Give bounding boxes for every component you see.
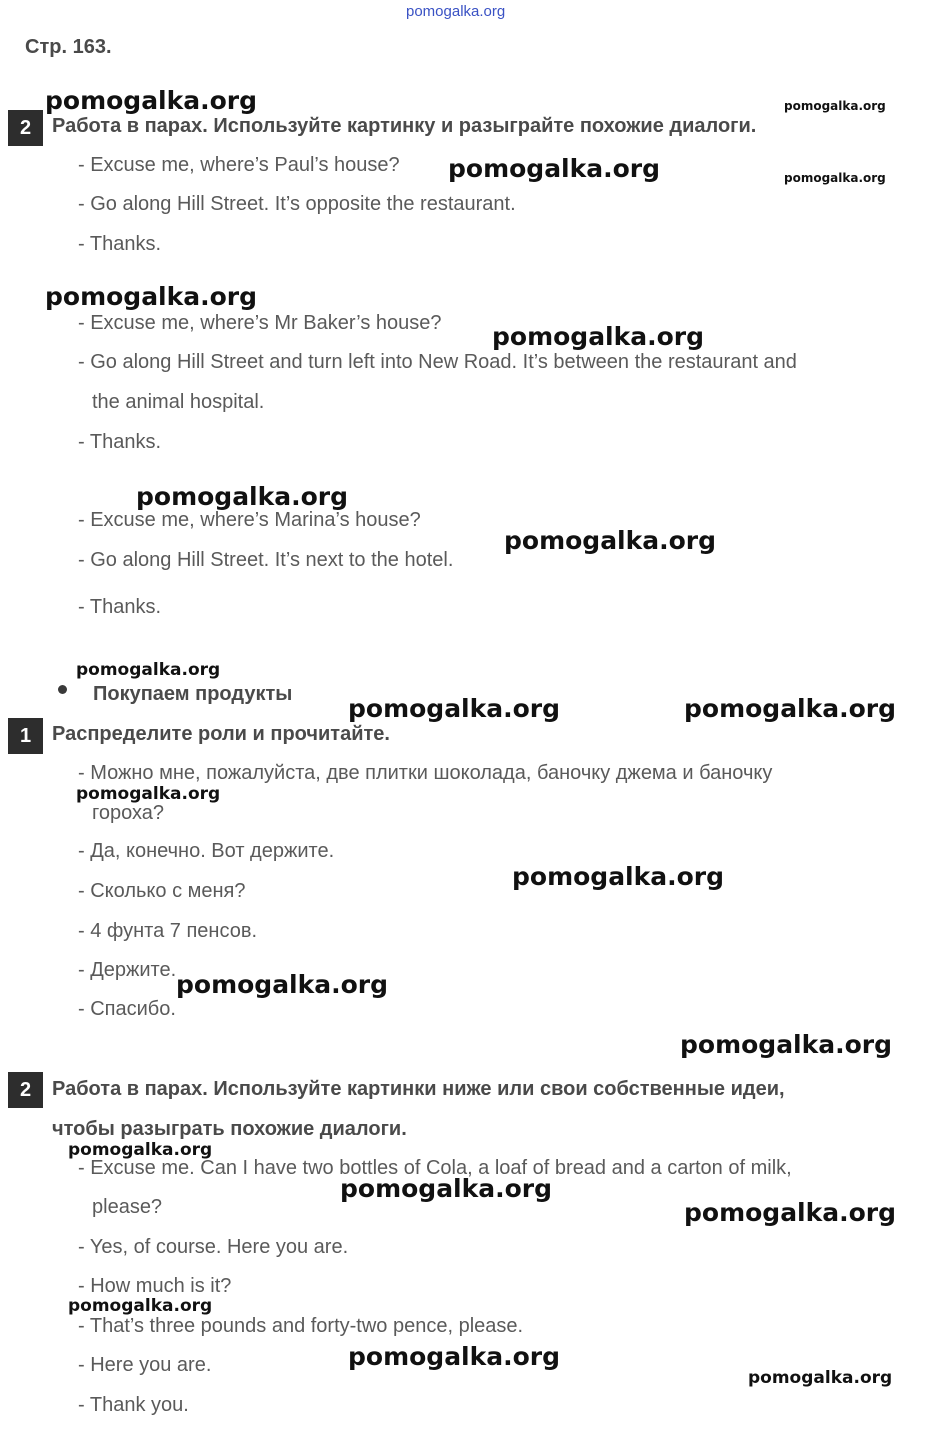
watermark: pomogalka.org — [76, 784, 221, 804]
dialogue-line: - Thank you. — [78, 1394, 189, 1416]
dialogue-line: please? — [92, 1196, 163, 1218]
task-title: Распределите роли и прочитайте. — [52, 723, 390, 745]
watermark: pomogalka.org — [68, 1296, 213, 1316]
watermark: pomogalka.org — [136, 482, 349, 511]
watermark: pomogalka.org — [68, 1140, 213, 1160]
watermark: pomogalka.org — [176, 970, 389, 999]
dialogue-line: - How much is it? — [78, 1275, 232, 1297]
dialogue-line: - 4 фунта 7 пенсов. — [78, 920, 257, 942]
task-title: Работа в парах. Используйте картинку и разыграйте похожие диалоги. — [52, 115, 757, 137]
dialogue-line: - Можно мне, пожалуйста, две плитки шоколада, баночку джема и баночку — [78, 762, 773, 784]
page-number: Стр. 163. — [25, 36, 112, 58]
dialogue-line: - Here you are. — [78, 1354, 212, 1376]
dialogue-line: - Yes, of course. Here you are. — [78, 1236, 349, 1258]
task-title: Работа в парах. Используйте картинки ниже или свои собственные идеи, — [52, 1078, 785, 1100]
watermark: pomogalka.org — [784, 99, 886, 113]
watermark: pomogalka.org — [680, 1030, 893, 1059]
bullet-icon — [58, 685, 67, 694]
topic-heading: Покупаем продукты — [93, 683, 293, 705]
watermark: pomogalka.org — [348, 694, 561, 723]
watermark: pomogalka.org — [784, 171, 886, 185]
watermark: pomogalka.org — [448, 154, 661, 183]
dialogue-line: - Go along Hill Street. It’s next to the hotel. — [78, 549, 454, 571]
dialogue-line: - Держите. — [78, 959, 177, 981]
dialogue-line: гороха? — [92, 802, 165, 824]
dialogue-line: - Сколько с меня? — [78, 880, 246, 902]
watermark: pomogalka.org — [340, 1174, 553, 1203]
task-title-continued: чтобы разыграть похожие диалоги. — [52, 1118, 407, 1140]
task-number-badge: 2 — [8, 1072, 43, 1108]
watermark: pomogalka.org — [348, 1342, 561, 1371]
watermark: pomogalka.org — [76, 660, 221, 680]
watermark-top: pomogalka.org — [406, 3, 506, 20]
dialogue-line: - Thanks. — [78, 596, 161, 618]
dialogue-line: - Thanks. — [78, 431, 161, 453]
watermark: pomogalka.org — [684, 694, 897, 723]
watermark: pomogalka.org — [492, 322, 705, 351]
dialogue-line: - Go along Hill Street. It’s opposite the restaurant. — [78, 193, 516, 215]
dialogue-line: the animal hospital. — [92, 391, 265, 413]
dialogue-line: - Да, конечно. Вот держите. — [78, 840, 335, 862]
watermark: pomogalka.org — [504, 526, 717, 555]
dialogue-line: - Спасибо. — [78, 998, 176, 1020]
watermark: pomogalka.org — [684, 1198, 897, 1227]
watermark: pomogalka.org — [45, 86, 258, 115]
dialogue-line: - Thanks. — [78, 233, 161, 255]
dialogue-line: - Excuse me, where’s Mr Baker’s house? — [78, 312, 442, 334]
dialogue-line: - Excuse me, where’s Paul’s house? — [78, 154, 400, 176]
dialogue-line: - That’s three pounds and forty-two pence, please. — [78, 1315, 524, 1337]
task-number-badge: 1 — [8, 718, 43, 754]
dialogue-line: - Excuse me. Can I have two bottles of Cola, a loaf of bread and a carton of milk, — [78, 1157, 792, 1179]
task-number-badge: 2 — [8, 110, 43, 146]
dialogue-line: - Go along Hill Street and turn left into New Road. It’s between the restaurant and — [78, 351, 797, 373]
watermark: pomogalka.org — [512, 862, 725, 891]
watermark: pomogalka.org — [748, 1368, 893, 1388]
dialogue-line: - Excuse me, where’s Marina’s house? — [78, 509, 421, 531]
watermark: pomogalka.org — [45, 282, 258, 311]
